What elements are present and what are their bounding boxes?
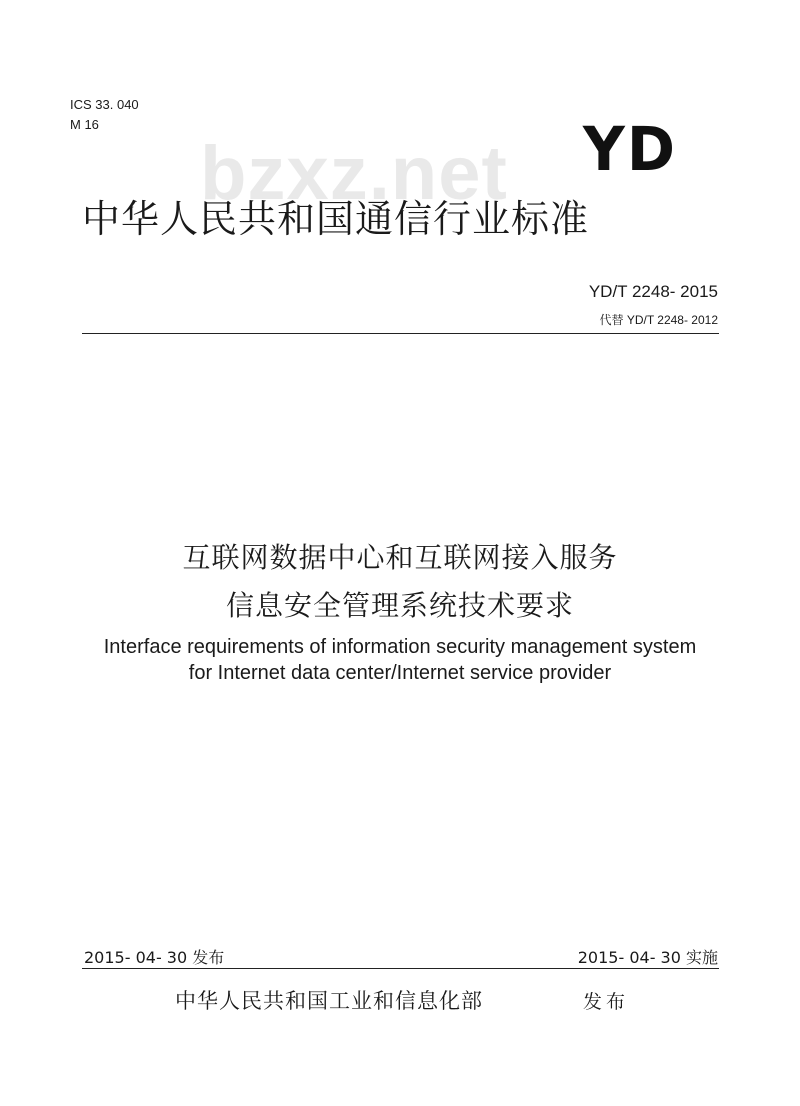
main-title: 中华人民共和国通信行业标准	[82, 197, 590, 241]
publish-date: 2015- 04- 30 发布	[84, 948, 225, 967]
implement-date: 2015- 04- 30 实施	[577, 948, 718, 967]
ics-classification	[70, 95, 139, 135]
bottom-divider	[82, 968, 719, 969]
chinese-title-line-2: 信息安全管理系统技术要求	[225, 589, 574, 622]
standard-code: YD/T 2248- 2015	[588, 282, 718, 301]
chinese-title-line-1: 互联网数据中心和互联网接入服务	[182, 541, 618, 574]
english-title-line-2: for Internet data center/Internet service provider	[188, 662, 612, 684]
replaces-code: 代替 YD/T 2248- 2012	[599, 313, 718, 327]
english-title-line-1: Interface requirements of information security management system	[103, 636, 697, 658]
classification-code: M 16	[70, 117, 99, 132]
ics-code: ICS 33. 040	[70, 97, 139, 112]
watermark: bzxz.net	[200, 131, 508, 216]
publish-label: 发布	[583, 991, 630, 1013]
top-divider	[82, 333, 719, 334]
publisher: 中华人民共和国工业和信息化部	[175, 989, 483, 1013]
yd-logo: YD	[582, 113, 677, 185]
